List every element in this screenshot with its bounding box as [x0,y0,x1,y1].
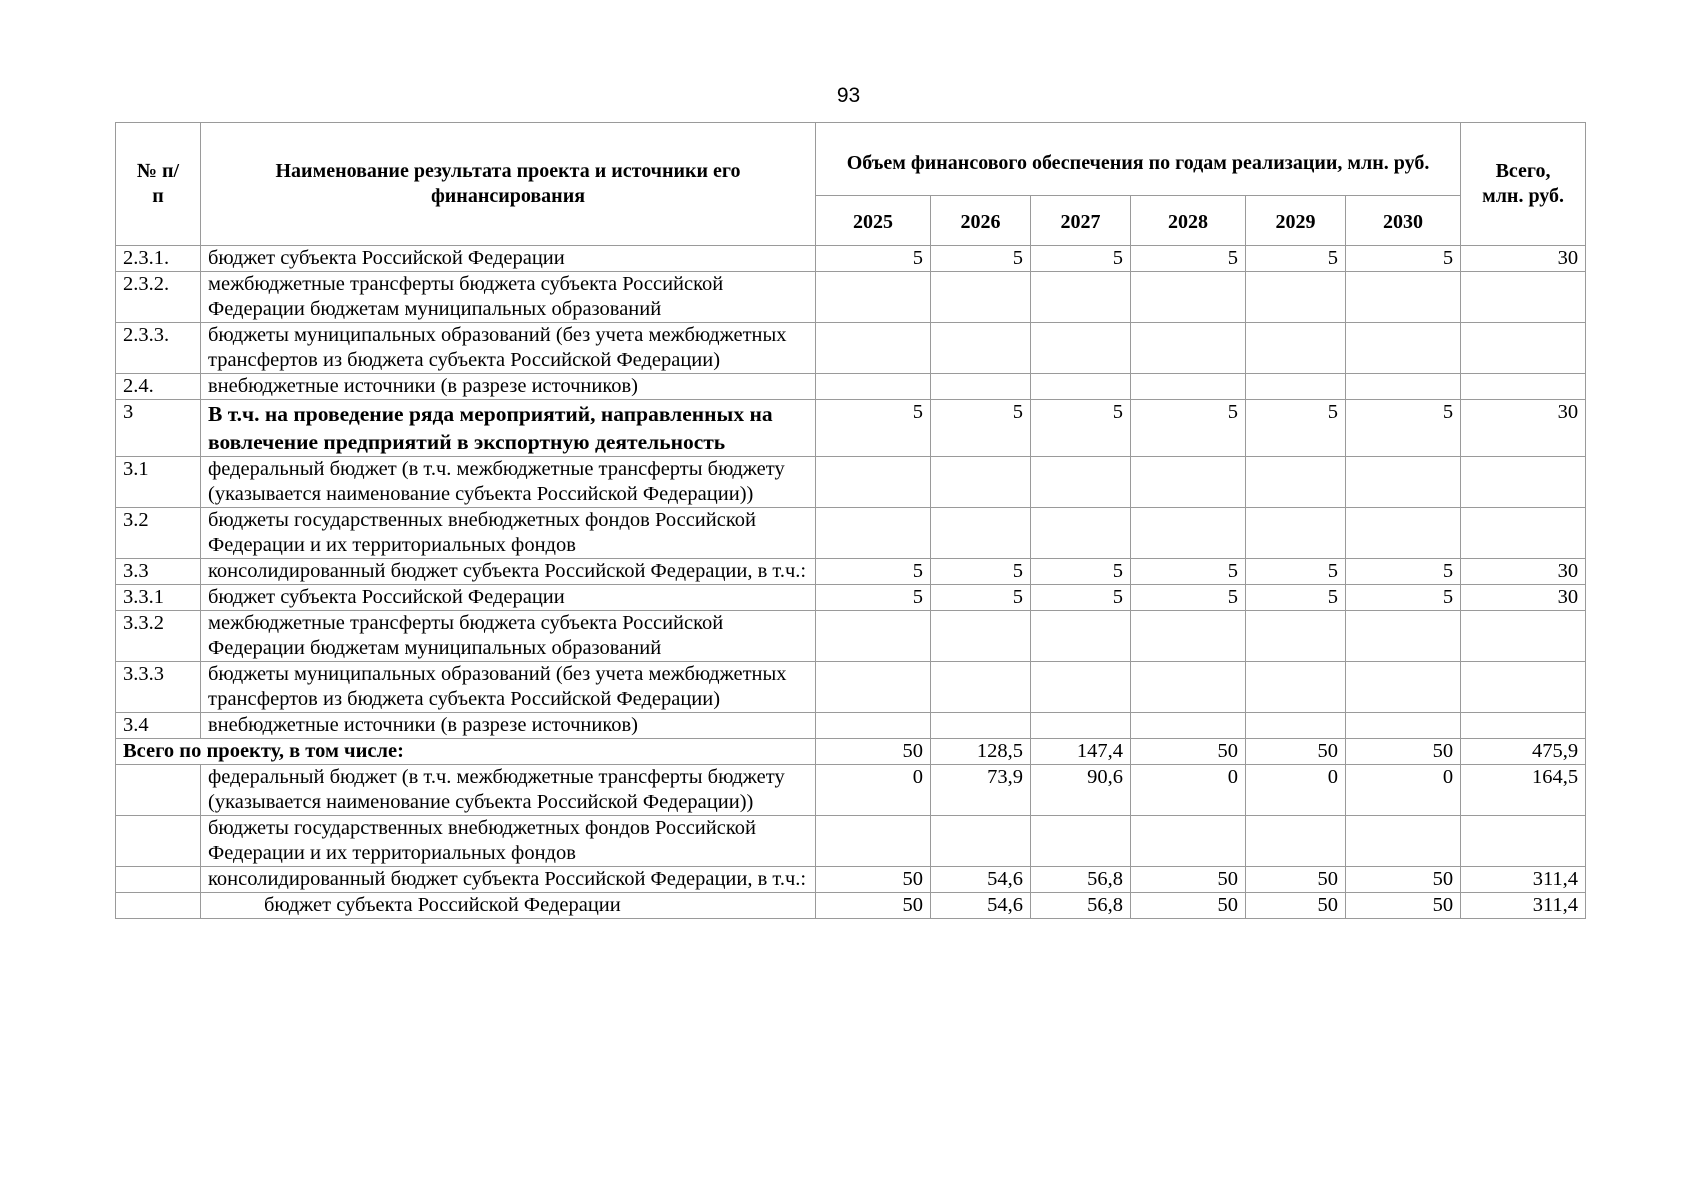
year-value [1246,662,1346,713]
year-value [1346,508,1461,559]
header-year: 2030 [1346,196,1461,246]
row-total [1461,457,1586,508]
page-number: 93 [836,84,861,107]
row-number: 3.2 [116,508,201,559]
row-number: 3.3.2 [116,611,201,662]
year-value: 5 [1246,585,1346,611]
year-value: 5 [931,246,1031,272]
year-value: 5 [816,400,931,457]
year-value [931,508,1031,559]
row-number-empty [116,867,201,893]
year-value [1346,272,1461,323]
row-name: межбюджетные трансферты бюджета субъекта Российской Федерации бюджетам муниципальных образований [201,611,816,662]
header-year: 2025 [816,196,931,246]
header-volume: Объем финансового обеспечения по годам реализации, млн. руб. [816,123,1461,196]
year-value [1131,272,1246,323]
breakdown-year-value: 50 [816,893,931,919]
year-value: 5 [1346,559,1461,585]
year-value [1346,713,1461,739]
breakdown-year-value: 0 [1346,765,1461,816]
breakdown-row [116,816,1586,867]
breakdown-year-value: 50 [816,867,931,893]
year-value [931,611,1031,662]
year-value [1031,611,1131,662]
breakdown-year-value [1031,816,1131,867]
breakdown-year-value [816,816,931,867]
row-number: 3.3.3 [116,662,201,713]
year-value [1246,272,1346,323]
table-row [116,374,1586,400]
year-value: 5 [931,559,1031,585]
breakdown-year-value [931,816,1031,867]
breakdown-year-value: 50 [1131,893,1246,919]
year-value [1246,611,1346,662]
year-value [816,457,931,508]
breakdown-year-value: 50 [1131,867,1246,893]
header-year: 2028 [1131,196,1246,246]
row-total [1461,272,1586,323]
year-value: 5 [1246,246,1346,272]
breakdown-year-value [1246,816,1346,867]
row-number: 2.3.1. [116,246,201,272]
row-total [1461,611,1586,662]
breakdown-row [116,867,1586,893]
year-value [1031,323,1131,374]
year-value: 5 [1346,400,1461,457]
breakdown-year-value [1346,816,1461,867]
breakdown-name: бюджеты государственных внебюджетных фондов Российской Федерации и их территориальных фондов [201,816,816,867]
breakdown-total: 311,4 [1461,867,1586,893]
total-year-value: 50 [1346,739,1461,765]
breakdown-year-value: 56,8 [1031,893,1131,919]
year-value [1131,457,1246,508]
table-row [116,713,1586,739]
row-number: 3.3 [116,559,201,585]
row-total [1461,323,1586,374]
row-total: 30 [1461,246,1586,272]
year-value [931,323,1031,374]
year-value: 5 [1131,585,1246,611]
total-year-value: 128,5 [931,739,1031,765]
row-total: 30 [1461,400,1586,457]
total-row [116,739,1586,765]
header-num: № п/п [116,123,201,246]
table-row [116,662,1586,713]
row-name: внебюджетные источники (в разрезе источников) [201,713,816,739]
year-value [1246,508,1346,559]
breakdown-row [116,765,1586,816]
breakdown-year-value: 50 [1346,893,1461,919]
year-value: 5 [1131,246,1246,272]
row-number-empty [116,893,201,919]
row-total: 30 [1461,585,1586,611]
year-value [816,374,931,400]
total-label: Всего по проекту, в том числе: [116,739,816,765]
row-number: 2.3.2. [116,272,201,323]
year-value: 5 [1131,400,1246,457]
row-number: 2.4. [116,374,201,400]
year-value [1246,713,1346,739]
row-name: бюджет субъекта Российской Федерации [201,585,816,611]
year-value [1346,323,1461,374]
breakdown-name: консолидированный бюджет субъекта Российской Федерации, в т.ч.: [201,867,816,893]
row-name: бюджеты муниципальных образований (без учета межбюджетных трансфертов из бюджета субъекта Российской Федерации) [201,662,816,713]
year-value [1131,713,1246,739]
row-total: 30 [1461,559,1586,585]
header-year: 2027 [1031,196,1131,246]
header-name: Наименование результата проекта и источники его финансирования [201,123,816,246]
row-number: 3.4 [116,713,201,739]
breakdown-year-value [1131,816,1246,867]
row-total [1461,713,1586,739]
row-name: В т.ч. на проведение ряда мероприятий, направленных на вовлечение предприятий в экспортную деятельность [201,400,816,457]
year-value [1031,662,1131,713]
year-value [816,611,931,662]
table-row [116,585,1586,611]
year-value [1131,508,1246,559]
row-name: бюджет субъекта Российской Федерации [201,246,816,272]
row-number: 3.3.1 [116,585,201,611]
breakdown-name: бюджет субъекта Российской Федерации [201,893,816,919]
year-value: 5 [1031,559,1131,585]
breakdown-year-value: 54,6 [931,893,1031,919]
breakdown-year-value: 0 [1246,765,1346,816]
year-value: 5 [931,400,1031,457]
year-value [1131,611,1246,662]
year-value [1031,508,1131,559]
year-value: 5 [816,246,931,272]
year-value [1346,662,1461,713]
breakdown-year-value: 90,6 [1031,765,1131,816]
breakdown-name: федеральный бюджет (в т.ч. межбюджетные трансферты бюджету (указывается наименование субъекта Российской Федерации)) [201,765,816,816]
breakdown-year-value: 73,9 [931,765,1031,816]
year-value [931,374,1031,400]
year-value [1346,457,1461,508]
year-value [1031,272,1131,323]
breakdown-year-value: 56,8 [1031,867,1131,893]
table-row [116,611,1586,662]
year-value: 5 [1346,585,1461,611]
row-number: 2.3.3. [116,323,201,374]
year-value [1131,374,1246,400]
table-row [116,272,1586,323]
year-value [1031,374,1131,400]
total-year-value: 50 [1131,739,1246,765]
year-value [1246,374,1346,400]
breakdown-year-value: 50 [1246,893,1346,919]
header-total: Всего, млн. руб. [1461,123,1586,246]
row-name: бюджеты муниципальных образований (без учета межбюджетных трансфертов из бюджета субъекта Российской Федерации) [201,323,816,374]
year-value: 5 [1246,400,1346,457]
breakdown-year-value: 0 [816,765,931,816]
breakdown-total [1461,816,1586,867]
year-value [816,662,931,713]
year-value [931,272,1031,323]
year-value: 5 [816,585,931,611]
row-total [1461,508,1586,559]
year-value [931,457,1031,508]
table-row [116,323,1586,374]
year-value: 5 [931,585,1031,611]
breakdown-year-value: 54,6 [931,867,1031,893]
breakdown-total: 311,4 [1461,893,1586,919]
year-value [1131,662,1246,713]
header-year: 2029 [1246,196,1346,246]
grand-total: 475,9 [1461,739,1586,765]
table-row [116,457,1586,508]
year-value: 5 [1031,400,1131,457]
year-value [1246,323,1346,374]
total-year-value: 50 [816,739,931,765]
row-total [1461,374,1586,400]
year-value [1346,611,1461,662]
year-value: 5 [816,559,931,585]
year-value [1346,374,1461,400]
year-value [931,713,1031,739]
year-value [1246,457,1346,508]
table-row [116,246,1586,272]
year-value: 5 [1031,585,1131,611]
row-number: 3.1 [116,457,201,508]
year-value: 5 [1031,246,1131,272]
row-name: консолидированный бюджет субъекта Российской Федерации, в т.ч.: [201,559,816,585]
row-number-empty [116,816,201,867]
breakdown-row [116,893,1586,919]
year-value [1031,713,1131,739]
financing-table [115,122,1586,919]
header-year: 2026 [931,196,1031,246]
year-value: 5 [1131,559,1246,585]
row-name: федеральный бюджет (в т.ч. межбюджетные трансферты бюджету (указывается наименование субъекта Российской Федерации)) [201,457,816,508]
breakdown-year-value: 0 [1131,765,1246,816]
year-value [816,272,931,323]
breakdown-total: 164,5 [1461,765,1586,816]
breakdown-year-value: 50 [1246,867,1346,893]
total-year-value: 50 [1246,739,1346,765]
year-value [931,662,1031,713]
row-name: внебюджетные источники (в разрезе источников) [201,374,816,400]
breakdown-year-value: 50 [1346,867,1461,893]
year-value: 5 [1346,246,1461,272]
year-value [1031,457,1131,508]
year-value [1131,323,1246,374]
year-value [816,713,931,739]
row-total [1461,662,1586,713]
row-number: 3 [116,400,201,457]
year-value: 5 [1246,559,1346,585]
year-value [816,508,931,559]
year-value [816,323,931,374]
table-row [116,400,1586,457]
table-row [116,508,1586,559]
table-row [116,559,1586,585]
header-row [116,123,1586,196]
row-number-empty [116,765,201,816]
row-name: межбюджетные трансферты бюджета субъекта Российской Федерации бюджетам муниципальных образований [201,272,816,323]
row-name: бюджеты государственных внебюджетных фондов Российской Федерации и их территориальных фондов [201,508,816,559]
total-year-value: 147,4 [1031,739,1131,765]
